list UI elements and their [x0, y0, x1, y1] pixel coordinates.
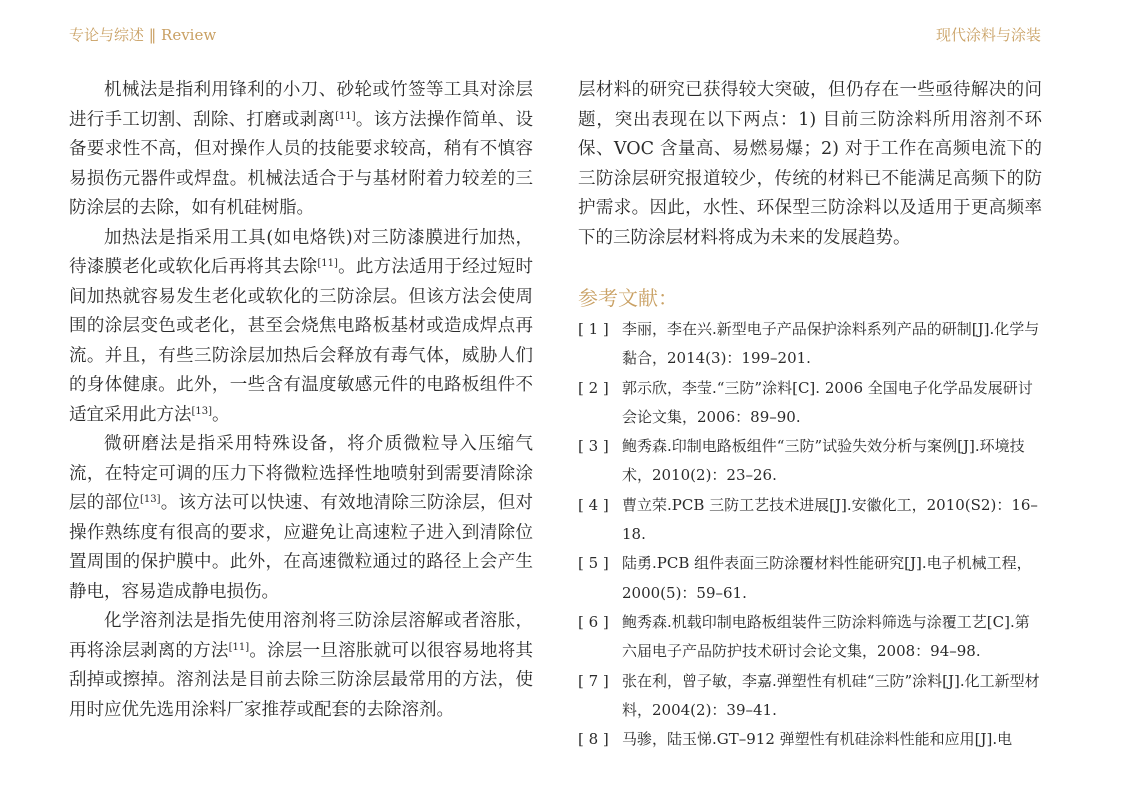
reference-item: [ 7 ] 张在利，曾子敏，李嘉.弹塑性有机硅“三防”涂料[J].化工新型材料，2004(2)：39–41. — [578, 671, 1040, 719]
reference-list — [578, 315, 1042, 754]
citation: [11] — [228, 641, 250, 653]
reference-item: [ 4 ] 曹立荣.PCB 三防工艺技术进展[J].安徽化工，2010(S2)：16–18. — [578, 495, 1038, 544]
reference-item: [ 5 ] 陆勇.PCB 组件表面三防涂覆材料性能研究[J].电子机械工程，2000(5)：59–61. — [578, 554, 1032, 602]
paragraph-micro-abrasion-method: 微研磨法是指采用特殊设备，将介质微粒导入压缩气流，在特定可调的压力下将微粒选择性地喷射到需要清除涂层的部位[13]。该方法可以快速、有效地清除三防涂层，但对操作熟练度有很高的要求，应避免让高速粒子进入到清除位置周围的保护膜中。此外，在高速微粒通过的路径上会产生静电，容易造成静电损伤。 — [69, 434, 534, 602]
reference-item: [ 1 ] 李丽，李在兴.新型电子产品保护涂料系列产品的研制[J].化学与黏合，2014(3)：199–201. — [578, 320, 1040, 368]
references-title: 参考文献： — [578, 286, 678, 310]
reference-item: [ 6 ] 鲍秀森.机载印制电路板组装件三防涂料筛选与涂覆工艺[C].第六届电子产品防护技术研讨会论文集，2008：94–98. — [578, 612, 1030, 661]
reference-item: [ 3 ] 鲍秀森.印制电路板组件“三防”试验失效分析与案例[J].环境技术，2010(2)：23–26. — [578, 437, 1025, 485]
paragraph-heating-method: 加热法是指采用工具(如电烙铁)对三防漆膜进行加热，待漆膜老化或软化后再将其去除[11]。此方法适用于经过短时间加热就容易发生老化或软化的三防涂层。但该方法会使周围的涂层变色或老化，甚至会烧焦电路板基材或造成焊点再流。并且，有些三防涂层加热后会释放有毒气体，威胁人们的身体健康。此外，一些含有温度敏感元件的电路板组件不适宜采用此方法[13]。 — [69, 227, 534, 425]
paragraph-conclusion: 层材料的研究已获得较大突破，但仍存在一些亟待解决的问题，突出表现在以下两点：1) 目前三防涂料所用溶剂不环保、VOC 含量高、易燃易爆；2) 对于工作在高频电流下的三防涂层研究报道较少，传统的材料已不能满足高频下的防护需求。因此，水性、环保型三防涂料以及适用于更高频率下的三防涂层材料将成为未来的发展趋势。 — [578, 80, 1042, 248]
paragraph-mechanical-method: 机械法是指利用锋利的小刀、砂轮或竹签等工具对涂层进行手工切割、刮除、打磨或剥离[11]。该方法操作简单、设备要求性不高，但对操作人员的技能要求较高，稍有不慎容易损伤元器件或焊盘。机械法适合于与基材附着力较差的三防涂层的去除，如有机硅树脂。 — [69, 80, 534, 218]
left-column — [69, 76, 533, 725]
paragraph-chemical-solvent-method: 化学溶剂法是指先使用溶剂将三防涂层溶解或者溶胀，再将涂层剥离的方法[11]。涂层一旦溶胀就可以很容易地将其刮掉或擦掉。溶剂法是目前去除三防涂层最常用的方法，使用时应优先选用涂料厂家推荐或配套的去除溶剂。 — [69, 611, 534, 720]
right-column — [578, 76, 1042, 754]
running-header-section: 专论与综述 ‖ Review — [69, 26, 217, 44]
reference-item: [ 8 ] 马骖，陆玉悌.GT–912 弹塑性有机硅涂料性能和应用[J].电 — [578, 730, 1013, 749]
reference-item: [ 2 ] 郭示欣，李莹.“三防”涂料[C]. 2006 全国电子化学品发展研讨会论文集，2006：89–90. — [578, 378, 1033, 426]
citation: [13] — [191, 405, 213, 417]
citation: [11] — [335, 110, 356, 122]
running-header-journal: 现代涂料与涂装 — [935, 26, 1041, 44]
citation: [13] — [139, 494, 161, 505]
citation: [11] — [317, 258, 338, 269]
